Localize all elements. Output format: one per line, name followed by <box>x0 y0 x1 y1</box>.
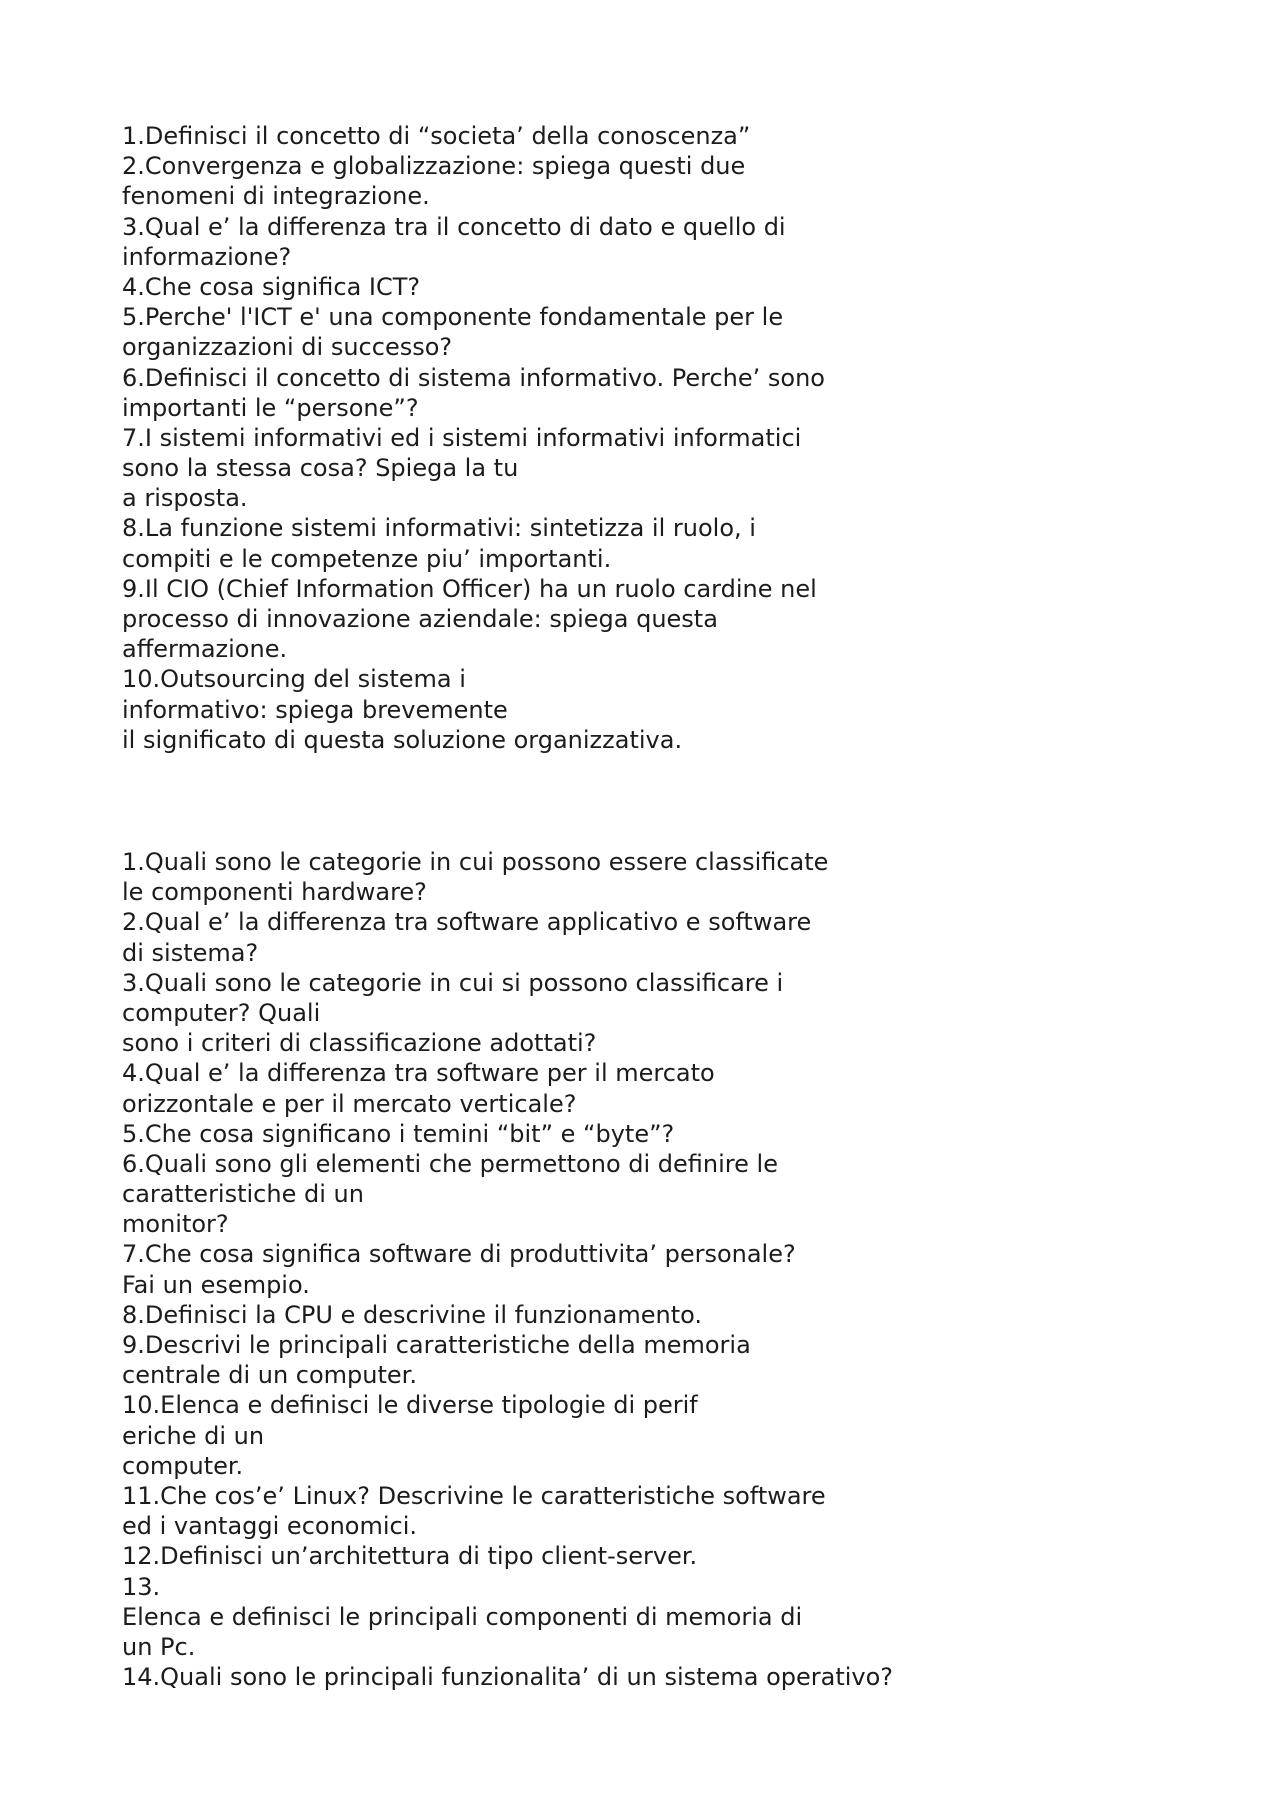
text-line: 9.Descrivi le principali caratteristiche della memoria <box>122 1331 751 1359</box>
text-line: computer. <box>122 1451 244 1480</box>
text-line: informazione? <box>122 242 292 271</box>
text-line: 3.Qual e’ la differenza tra il concetto di dato e quello di <box>122 212 786 241</box>
text-line: orizzontale e per il mercato verticale? <box>122 1089 577 1118</box>
text-line: monitor? <box>122 1210 229 1239</box>
text-line: le componenti hardware? <box>122 878 427 907</box>
text-line: 4.Qual e’ la differenza tra software per il mercato <box>122 1059 715 1088</box>
text-line: il significato di questa soluzione organizzativa. <box>122 725 683 754</box>
text-line: computer? Quali <box>122 998 321 1027</box>
text-line: sono la stessa cosa? Spiega la tu <box>122 454 519 483</box>
text-line: organizzazioni di successo? <box>122 333 453 362</box>
text-line: sono i criteri di classificazione adottati? <box>122 1029 597 1058</box>
text-line: 7.Che cosa significa software di produttivita’ personale? <box>122 1240 796 1269</box>
text-line: informativo: spiega brevemente <box>122 695 508 724</box>
text-line: caratteristiche di un <box>122 1180 364 1209</box>
text-line: 2.Qual e’ la differenza tra software applicativo e software <box>122 908 812 937</box>
text-line: 10.Outsourcing del sistema i <box>122 665 466 694</box>
text-line: Elenca e definisci le principali componenti di memoria di <box>122 1602 803 1631</box>
text-line: 4.Che cosa significa ICT? <box>122 272 421 301</box>
text-line: 5.Che cosa significano i temini “bit” e “byte”? <box>122 1119 675 1148</box>
text-line: 14.Quali sono le principali funzionalita’ di un sistema operativo? <box>122 1663 894 1692</box>
text-line: 8.La funzione sistemi informativi: sintetizza il ruolo, i <box>122 514 756 543</box>
text-line: fenomeni di integrazione. <box>122 182 430 211</box>
question-list-section-2 <box>122 847 1222 1692</box>
text-line: 9.Il CIO (Chief Information Officer) ha un ruolo cardine nel <box>122 574 817 603</box>
text-line: 8.Definisci la CPU e descrivine il funzionamento. <box>122 1300 703 1329</box>
text-line: 1.Definisci il concetto di “societa’ della conoscenza” <box>122 122 751 150</box>
text-line: 5.Perche' l'ICT e' una componente fondamentale per le <box>122 303 784 332</box>
text-line: processo di innovazione aziendale: spiega questa <box>122 605 718 633</box>
text-line: ed i vantaggi economici. <box>122 1512 418 1541</box>
text-line: affermazione. <box>122 635 288 664</box>
text-line: a risposta. <box>122 484 248 513</box>
text-line: Fai un esempio. <box>122 1270 310 1299</box>
text-line: 10.Elenca e definisci le diverse tipologie di perif <box>122 1391 698 1420</box>
text-line: compiti e le competenze piu’ importanti. <box>122 544 612 573</box>
text-line: 6.Definisci il concetto di sistema informativo. Perche’ sono <box>122 363 825 392</box>
text-line: 6.Quali sono gli elementi che permettono di definire le <box>122 1149 778 1178</box>
text-line: 7.I sistemi informativi ed i sistemi informativi informatici <box>122 423 802 452</box>
text-line: 12.Definisci un’architettura di tipo client-server. <box>122 1542 698 1571</box>
text-line: 11.Che cos’e’ Linux? Descrivine le caratteristiche software <box>122 1481 826 1510</box>
question-list-section-1 <box>122 121 1222 755</box>
text-line: un Pc. <box>122 1632 196 1661</box>
text-line: 2.Convergenza e globalizzazione: spiega questi due <box>122 152 746 181</box>
text-line: centrale di un computer. <box>122 1361 417 1390</box>
text-line: importanti le “persone”? <box>122 393 419 422</box>
text-line: 3.Quali sono le categorie in cui si possono classificare i <box>122 968 784 997</box>
text-line: 1.Quali sono le categorie in cui possono essere classificate <box>122 848 829 876</box>
text-line: 13. <box>122 1572 161 1601</box>
text-line: di sistema? <box>122 938 259 967</box>
text-line: eriche di un <box>122 1421 265 1450</box>
